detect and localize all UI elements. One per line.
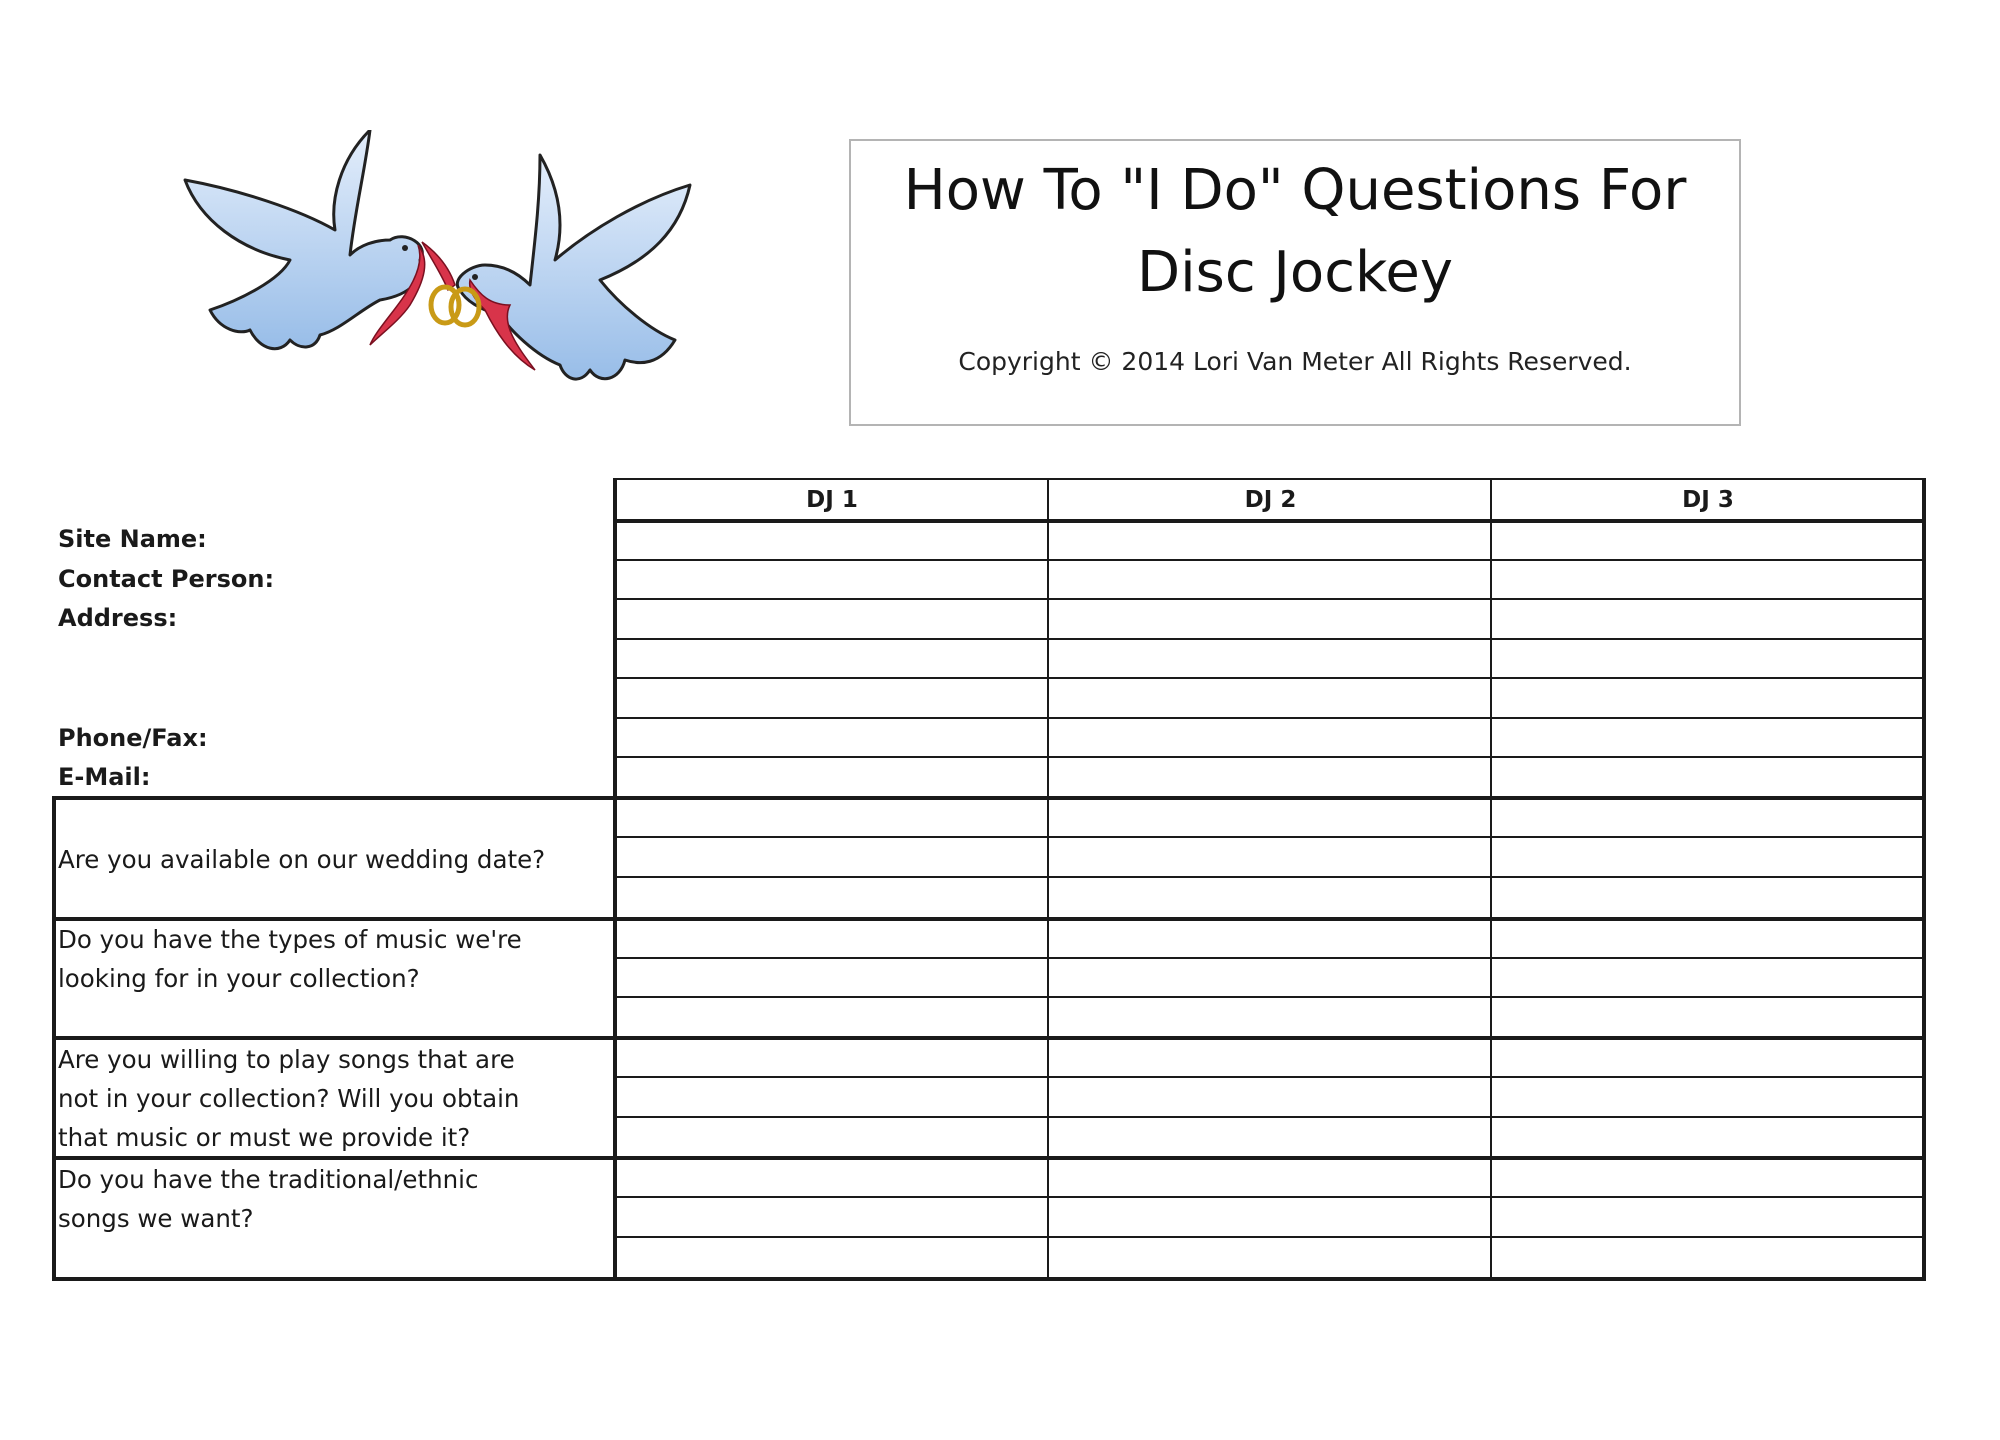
contact-row-line bbox=[613, 638, 1924, 640]
wedding-rings bbox=[431, 287, 479, 325]
column-header-dj3: DJ 3 bbox=[1682, 487, 1734, 513]
header-bottom-border bbox=[613, 519, 1924, 523]
label-column-divider bbox=[613, 478, 617, 1280]
question-group-border bbox=[52, 917, 1926, 921]
answer-row-line bbox=[613, 957, 1924, 959]
label-site-name: Site Name: bbox=[58, 525, 207, 553]
contact-row-line bbox=[613, 717, 1924, 719]
answer-row-line bbox=[613, 836, 1924, 838]
page-title-line-2: Disc Jockey bbox=[1136, 240, 1454, 305]
dj-column-divider bbox=[1490, 478, 1492, 1280]
column-header-dj1: DJ 1 bbox=[806, 487, 858, 513]
answer-row-line bbox=[613, 1116, 1924, 1118]
contact-row-line bbox=[613, 756, 1924, 758]
answer-row-line bbox=[613, 876, 1924, 878]
answer-row-line bbox=[613, 996, 1924, 998]
question-group-border bbox=[52, 1036, 1926, 1040]
right-dove bbox=[457, 155, 690, 379]
question-group-border bbox=[52, 796, 1926, 800]
question-music-types: Do you have the types of music we're looking for in your collection? bbox=[58, 925, 522, 993]
question-availability: Are you available on our wedding date? bbox=[58, 845, 546, 874]
copyright-notice: Copyright © 2014 Lori Van Meter All Rights Reserved. bbox=[958, 347, 1632, 376]
title-box bbox=[849, 139, 1741, 426]
doves-illustration bbox=[180, 130, 700, 410]
dj-column-divider bbox=[1047, 478, 1049, 1280]
question-group-border bbox=[52, 1277, 1926, 1281]
answer-row-line bbox=[613, 1236, 1924, 1238]
label-address: Address: bbox=[58, 604, 178, 632]
left-dove bbox=[185, 130, 422, 349]
column-header-dj2: DJ 2 bbox=[1244, 487, 1297, 513]
page-title-line-1: How To "I Do" Questions For bbox=[903, 158, 1687, 223]
label-phone-fax: Phone/Fax: bbox=[58, 724, 208, 752]
contact-row-line bbox=[613, 677, 1924, 679]
doves-with-rings-icon bbox=[180, 130, 700, 410]
contact-row-line bbox=[613, 559, 1924, 561]
question-traditional-songs: Do you have the traditional/ethnic songs we want? bbox=[58, 1165, 479, 1233]
answer-row-line bbox=[613, 1196, 1924, 1198]
contact-row-line bbox=[613, 598, 1924, 600]
label-email: E-Mail: bbox=[58, 763, 151, 791]
header-top-border bbox=[613, 478, 1924, 480]
table-right-border bbox=[1922, 478, 1926, 1280]
answer-row-line bbox=[613, 1076, 1924, 1078]
label-contact-person: Contact Person: bbox=[58, 565, 275, 593]
question-group-border bbox=[52, 1156, 1926, 1160]
question-songs-not-in-collection: Are you willing to play songs that are not in your collection? Will you obtain that music or must we provide it? bbox=[58, 1045, 520, 1152]
table-left-border bbox=[52, 796, 56, 1280]
